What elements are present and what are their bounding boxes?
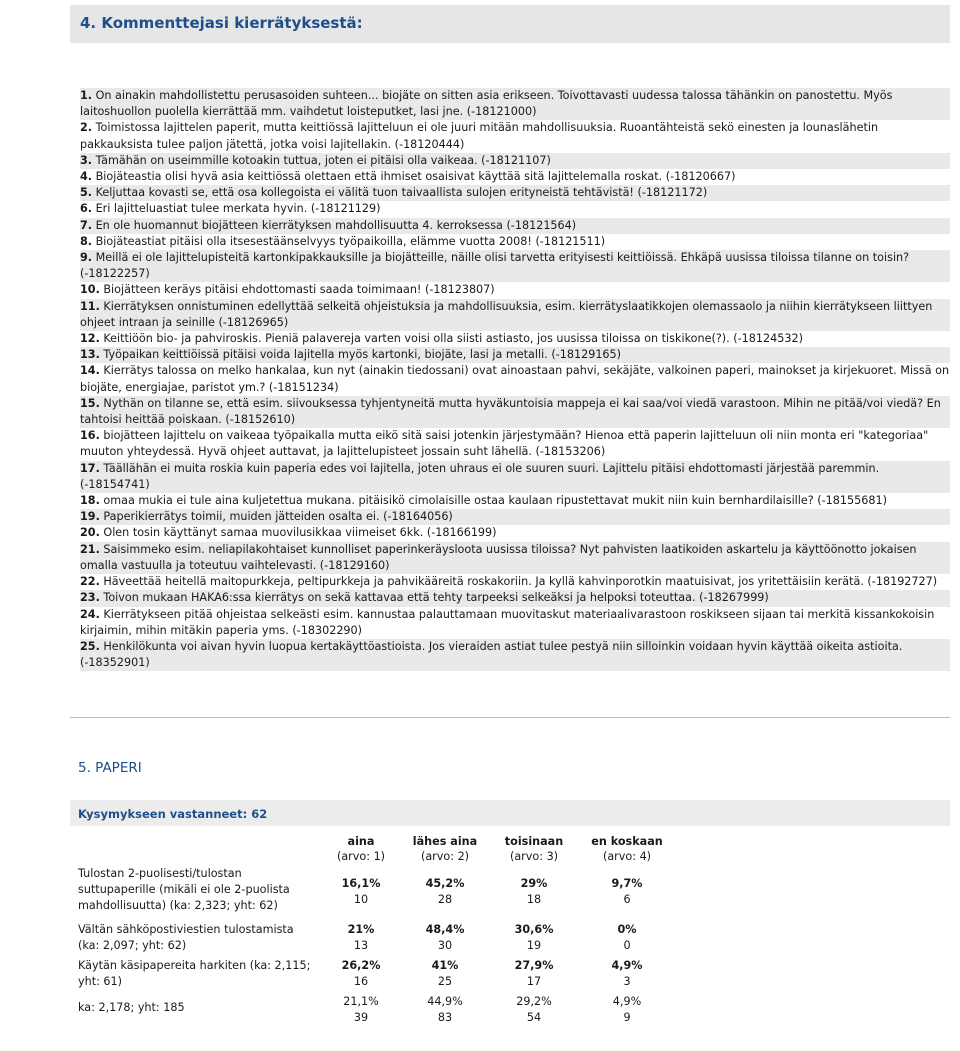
comment-text: Biojäteastia olisi hyvä asia keittiössä olettaen että ihmiset osaisivat käyttää sitä lajittelemalla roskat. (-18120667): [92, 170, 736, 184]
table-header-row: [70, 834, 950, 864]
cell-count: 28: [437, 893, 453, 906]
comment-item: [80, 120, 950, 152]
comment-number: 17.: [80, 461, 100, 475]
comment-text: Toivon mukaan HAKA6:ssa kierrätys on sekä kattavaa että tehty tarpeeksi selkeäksi ja helpoksi toteuttaa. (-18267999): [99, 591, 769, 605]
table-cell: [577, 876, 677, 908]
comment-number: 21.: [80, 542, 100, 556]
cell-percent: 48,4%: [425, 923, 465, 936]
table-cell: [577, 958, 677, 990]
cell-percent: 9,7%: [611, 877, 643, 890]
respondents-count: Kysymykseen vastanneet: 62: [78, 807, 268, 821]
comment-number: 6.: [80, 202, 93, 216]
comment-text: En ole huomannut biojätteen kierrätyksen mahdollisuutta 4. kerroksessa (-18121564): [92, 218, 577, 232]
comment-text: Häveettää heitellä maitopurkkeja, peltipurkkeja ja pahvikääreitä roskakoriin. Ja kyllä kahvinporotkin maatuisivat, jos yritettäisiin kerätä. (-18192727): [99, 575, 938, 589]
cell-percent: 0%: [617, 923, 637, 936]
comment-number: 25.: [80, 639, 100, 653]
cell-percent: 26,2%: [341, 959, 381, 972]
comment-item: [80, 169, 950, 185]
comment-item: [80, 363, 953, 395]
row-label: Käytän käsipapereita harkiten (ka: 2,115; yht: 61): [78, 959, 311, 988]
comment-number: 12.: [80, 332, 100, 346]
table-cell: [484, 922, 584, 954]
comment-number: 24.: [80, 607, 100, 621]
row-label: Vältän sähköpostiviestien tulostamista (ka: 2,097; yht: 62): [78, 923, 294, 952]
comment-text: Paperikierrätys toimii, muiden jätteiden osalta ei. (-18164056): [99, 510, 453, 524]
cell-percent: 27,9%: [514, 959, 554, 972]
comment-number: 15.: [80, 396, 100, 410]
cell-percent: 45,2%: [425, 877, 465, 890]
column-value: (arvo: 2): [420, 850, 470, 863]
comment-list: [70, 88, 953, 671]
cell-percent: 4,9%: [611, 959, 643, 972]
cell-count: 18: [526, 893, 542, 906]
column-value: (arvo: 3): [509, 850, 559, 863]
comment-number: 19.: [80, 510, 100, 524]
comment-item: [80, 590, 950, 606]
cell-count: 10: [353, 893, 369, 906]
comment-number: 10.: [80, 283, 100, 297]
cell-count: 39: [353, 1011, 369, 1024]
column-header: [395, 834, 495, 864]
comment-item: [80, 396, 950, 428]
table-cell: [395, 958, 495, 990]
comment-number: 22.: [80, 575, 100, 589]
column-label: aina: [347, 835, 375, 848]
table-cell: [395, 876, 495, 908]
comment-text: Eri lajitteluastiat tulee merkata hyvin. (-18121129): [92, 202, 381, 216]
section-4-header: [70, 5, 950, 43]
comment-number: 7.: [80, 218, 93, 232]
comment-number: 1.: [80, 89, 93, 102]
comment-item: [80, 542, 950, 574]
results-table: [70, 834, 950, 1024]
table-cell: [484, 994, 584, 1026]
comment-text: biojätteen lajittelu on vaikeaa työpaikalla mutta eikö sitä saisi jotenkin järjestymään? Hienoa että paperin lajitteluun oli niin monta eri "kategoriaa" muuton yhteydessä. Hyvä ohjeet auttavat, ja lajittelupisteet jossain suht lähellä. (-18153206): [80, 429, 932, 459]
comment-item: [80, 218, 950, 234]
comment-number: 5.: [80, 186, 93, 200]
section-5-title: 5. PAPERI: [78, 760, 142, 776]
comment-item: [80, 234, 950, 250]
cell-count: 17: [526, 975, 542, 988]
comment-item: [80, 185, 950, 201]
cell-count: 9: [623, 1011, 631, 1024]
comment-item: [80, 461, 950, 493]
cell-count: 30: [437, 939, 453, 952]
comment-item: [80, 331, 950, 347]
comment-item: [80, 153, 950, 169]
table-cell: [577, 994, 677, 1026]
comment-item: [80, 299, 950, 331]
comment-text: Meillä ei ole lajittelupisteitä kartonkipakkauksille ja biojätteille, näille olisi tarvetta erityisesti keittiöissä. Ehkäpä uusissa tiloissa tilanne on toisin? (-18122257): [80, 251, 913, 281]
section-divider: [70, 717, 950, 718]
column-label: lähes aina: [412, 835, 478, 848]
respondents-box: [70, 800, 950, 826]
cell-count: 54: [526, 1011, 542, 1024]
table-cell: [484, 876, 584, 908]
comment-number: 8.: [80, 234, 93, 248]
comment-item: [80, 574, 950, 590]
comment-item: [80, 250, 950, 282]
comment-text: Nythän on tilanne se, että esim. siivouksessa tyhjentyneitä mutta hyväkuntoisia mappeja ei kai saa/voi viedä varastoon. Mihin ne pitää/voi viedä? En tahtoisi heittää poiskaan. (-18152610): [80, 396, 945, 427]
comment-text: Tämähän on useimmille kotoakin tuttua, joten ei pitäisi olla vaikeaa. (-18121107): [92, 153, 551, 167]
cell-count: 0: [623, 939, 631, 952]
comment-number: 20.: [80, 526, 100, 540]
column-value: (arvo: 4): [602, 850, 652, 863]
comment-text: Kierrätyksen onnistuminen edellyttää selkeitä ohjeistuksia ja mahdollisuuksia, esim. kierrätyslaatikkojen olemassaolo ja niihin kierrätykseen liittyen ohjeet intraan ja seinille (-18126965): [80, 299, 936, 329]
table-cell: [577, 922, 677, 954]
comment-number: 13.: [80, 348, 100, 362]
comment-number: 18.: [80, 494, 100, 508]
table-cell: [484, 958, 584, 990]
comment-number: 2.: [80, 121, 93, 135]
comment-text: omaa mukia ei tule aina kuljetettua mukana. pitäisikö cimolaisille ostaa kaulaan ripustettavat mukit niin kuin bernhardilaisille? (-18155681): [99, 494, 887, 508]
cell-percent: 41%: [431, 959, 459, 972]
cell-percent: 21,1%: [343, 995, 379, 1008]
comment-text: Saisimmeko esim. neliapilakohtaiset kunnolliset paperinkeräysloota uusissa tiloissa? Nyt pahvisten laatikoiden askartelu ja käyttöönotto jokaisen omalla vastuulla ja toteutuu vaihtelevasti. (-18129160): [80, 542, 921, 572]
comment-item: [80, 639, 950, 671]
comment-text: Biojäteastiat pitäisi olla itsesestäänselvyys työpaikoilla, elämme vuotta 2008! (-18121511): [92, 234, 606, 248]
comment-text: Henkilökunta voi aivan hyvin luopua kertakäyttöastioista. Jos vieraiden astiat tulee pestyä niin silloinkin voidaan hyvin käyttää oikeita astioita. (-18352901): [80, 639, 906, 670]
cell-count: 13: [353, 939, 369, 952]
comment-text: Työpaikan keittiöissä pitäisi voida lajitella myös kartonki, biojäte, lasi ja metalli. (-18129165): [99, 348, 622, 362]
cell-percent: 21%: [347, 923, 375, 936]
cell-percent: 29,2%: [516, 995, 552, 1008]
cell-count: 6: [623, 893, 631, 906]
comment-item: [80, 282, 950, 298]
comment-number: 9.: [80, 251, 93, 265]
comment-text: On ainakin mahdollistettu perusasoiden suhteen... biojäte on sitten asia erikseen. Toivottavasti uudessa talossa tähänkin on panostettu. Myös laitoshuollon puolella kierrättää mm. vaihdetut loisteputket, lasi jne. (-18121000): [80, 89, 897, 119]
comment-text: Keittiöön bio- ja pahviroskis. Pieniä palavereja varten voisi olla siisti astiasto, jos uusissa tiloissa on tiskikone(?). (-18124532): [99, 332, 803, 346]
comment-item: [80, 201, 950, 217]
row-label: Tulostan 2-puolisesti/tulostan suttupaperille (mikäli ei ole 2-puolista mahdollisuutta) (ka: 2,323; yht: 62): [78, 867, 290, 912]
section-4-title: 4. Kommenttejasi kierrätyksestä:: [80, 14, 363, 32]
column-label: en koskaan: [591, 835, 663, 848]
table-cell: [395, 994, 495, 1026]
comment-text: Täällähän ei muita roskia kuin paperia edes voi lajitella, joten uhraus ei ole suuren suuri. Lajittelu pitäisi ehdottomasti järjestää paremmin. (-18154741): [80, 461, 883, 491]
cell-percent: 16,1%: [341, 877, 381, 890]
comment-item: [80, 88, 950, 120]
comment-item: [80, 347, 950, 363]
comment-item: [80, 607, 950, 639]
comment-item: [80, 493, 950, 509]
cell-count: 3: [623, 975, 631, 988]
comment-item: [80, 428, 950, 460]
table-cell: [395, 922, 495, 954]
cell-count: 16: [353, 975, 369, 988]
comment-item: [80, 525, 950, 541]
cell-count: 83: [437, 1011, 453, 1024]
comment-text: Toimistossa lajittelen paperit, mutta keittiössä lajitteluun ei ole juuri mitään mahdollisuuksia. Ruoantähteistä sekö einesten ja lounaslähetin pakkauksista tulee paljon jätettä, jotka voisi lajitellakin. (-18120444): [80, 121, 882, 151]
cell-percent: 4,9%: [612, 995, 642, 1008]
column-label: toisinaan: [504, 835, 564, 848]
column-header: [577, 834, 677, 864]
row-label: ka: 2,178; yht: 185: [78, 1001, 185, 1014]
column-value: (arvo: 1): [336, 850, 386, 863]
comment-text: Keljuttaa kovasti se, että osa kollegoista ei välitä tuon taivaallista sulojen erityneistä tehtävistä! (-18121172): [92, 186, 708, 200]
comment-text: Biojätteen keräys pitäisi ehdottomasti saada toimimaan! (-18123807): [99, 283, 495, 297]
cell-count: 25: [437, 975, 453, 988]
comment-text: Kierrätys talossa on melko hankalaa, kun nyt (ainakin tiedossani) ovat ainoastaan pahvi, sekäjäte, valkoinen paperi, mainokset ja kirjekuoret. Missä on biojäte, energiajae, paristot ym.? (-18151234): [80, 364, 953, 394]
cell-count: 19: [526, 939, 542, 952]
comment-number: 23.: [80, 591, 100, 605]
cell-percent: 44,9%: [427, 995, 463, 1008]
comment-item: [80, 509, 950, 525]
comment-number: 14.: [80, 364, 100, 378]
comment-number: 11.: [80, 299, 100, 313]
comment-number: 4.: [80, 170, 93, 184]
comment-text: Kierrätykseen pitää ohjeistaa selkeästi esim. kannustaa palauttamaan muovitaskut materiaalivarastoon roskikseen sijaan tai merkitä kissankokoisin kirjaimin, mihin mitäkin paperia yms. (-18302290): [80, 607, 938, 637]
comment-number: 3.: [80, 153, 93, 167]
comment-text: Olen tosin käyttänyt samaa muovilusikkaa viimeiset 6kk. (-18166199): [99, 526, 497, 540]
comment-number: 16.: [80, 429, 100, 443]
column-header: [484, 834, 584, 864]
cell-percent: 29%: [520, 877, 548, 890]
cell-percent: 30,6%: [514, 923, 554, 936]
